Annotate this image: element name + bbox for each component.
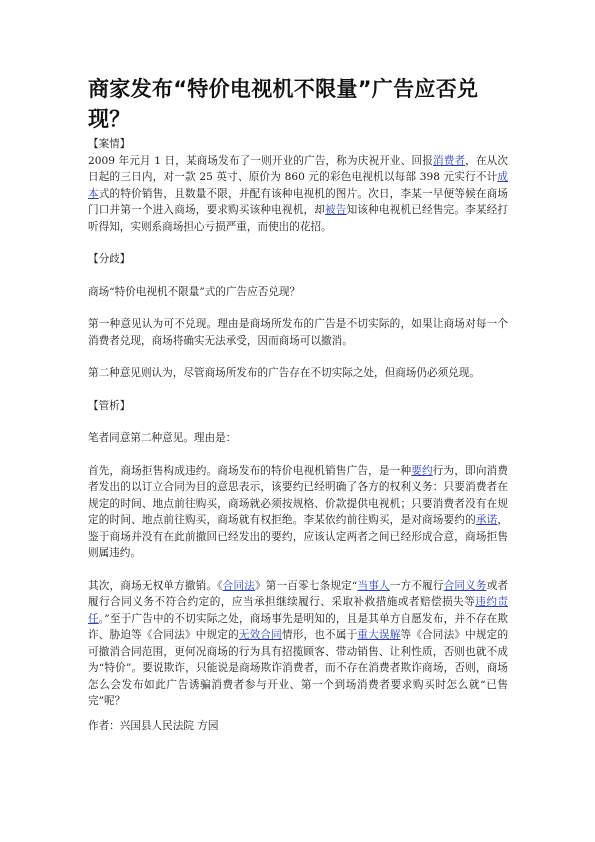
link-consumer[interactable]: 消费者 — [432, 154, 466, 167]
link-void-contract[interactable]: 无效合同 — [238, 629, 282, 641]
section-heading-analysis: 【管析】 — [88, 399, 131, 412]
analysis-paragraph-2: 其次，商场无权单方撤销。《合同法》第一百零七条规定“当事人一方不履行合同义务或者履行合同义务不符合约定的，应当承担继续履行、采取补救措施或者赔偿损失等违约责任。”至于广告中的不切实际之处，商场事先是明知的，且是其单方自愿发布，并不存在欺诈、胁迫等《合同法》中规定的无效合同情形，也不属于重大误解等《合同法》中规定的可撤消合同范围，更何况商场的行为具有招揽顾客、带动销售、让利性质，否则也就不成为“特价”。要说欺诈，只能说是商场欺诈消费者，而不存在消费者欺诈商场，否则，商场怎么会发布如此广告诱骗消费者参与开业、第一个到场消费者要求购买时怎么就“已售完”呢？ — [88, 579, 509, 707]
article-title: 商家发布“特价电视机不限量”广告应否兑现？ — [88, 77, 479, 131]
dispute-view-2: 第二种意见则认为，尽管商场所发布的广告存在不切实际之处，但商场仍必须兑现。 — [88, 367, 480, 379]
dispute-view-1: 第一种意见认为可不兑现。理由是商场所发布的广告是不切实际的，如果让商场对每一个消费者兑现，商场将确实无法承受，因而商场可以撤消。 — [88, 318, 508, 347]
dispute-question: 商场“特价电视机不限量”式的广告应否兑现？ — [88, 285, 301, 298]
article-author: 作者：兴国县人民法院 方园 — [88, 719, 219, 732]
link-liability[interactable]: 违约责任 — [88, 596, 509, 625]
link-offer[interactable]: 要约 — [411, 464, 433, 477]
section-heading-dispute: 【分歧】 — [88, 253, 131, 265]
link-contract-law[interactable]: 合同法 — [222, 579, 255, 592]
analysis-intro: 笔者同意第二种意见。理由是： — [88, 432, 237, 444]
case-paragraph: 2009 年元月 1 日，某商场发布了一则开业的广告，称为庆祝开业、回报消费者，在从次日起的三日内，对一款 25 英寸、原价为 860 元的彩色电视机以每部 398 元实行不计成本式的特价销售，且数量不限，并配有该种电视机的图片。次日，李某一早便等候在商场门口并第一个进入商场，要求购买该种电视机，却被告知该种电视机已经售完。李某经打听得知，实则系商场担心亏损严重，而使出的花招。 — [88, 154, 509, 233]
analysis-paragraph-1: 首先，商场拒售构成违约。商场发布的特价电视机销售广告，是一种要约行为，即向消费者发出的以订立合同为目的意思表示，该要约已经明确了各方的权利义务：只要消费者在规定的时间、地点前往购买，商场就必须按规格、价款提供电视机；只要消费者没有在规定的时间、地点前往购买，商场就有权拒绝。李某依约前往购买，是对商场要约的承诺，鉴于商场并没有在此前撤回已经发出的要约，应该认定两者之间已经形成合意，商场拒售则属违约。 — [88, 464, 509, 559]
link-party[interactable]: 当事人 — [357, 579, 390, 592]
article — [88, 74, 508, 734]
section-heading-case: 【案情】 — [88, 138, 131, 150]
link-acceptance[interactable]: 承诺 — [475, 514, 498, 526]
link-defendant[interactable]: 被告 — [325, 204, 347, 216]
link-major-misunderstanding[interactable]: 重大误解 — [357, 629, 401, 641]
link-cost[interactable]: 成本 — [88, 171, 508, 200]
link-contract-obligation[interactable]: 合同义务 — [443, 579, 487, 592]
